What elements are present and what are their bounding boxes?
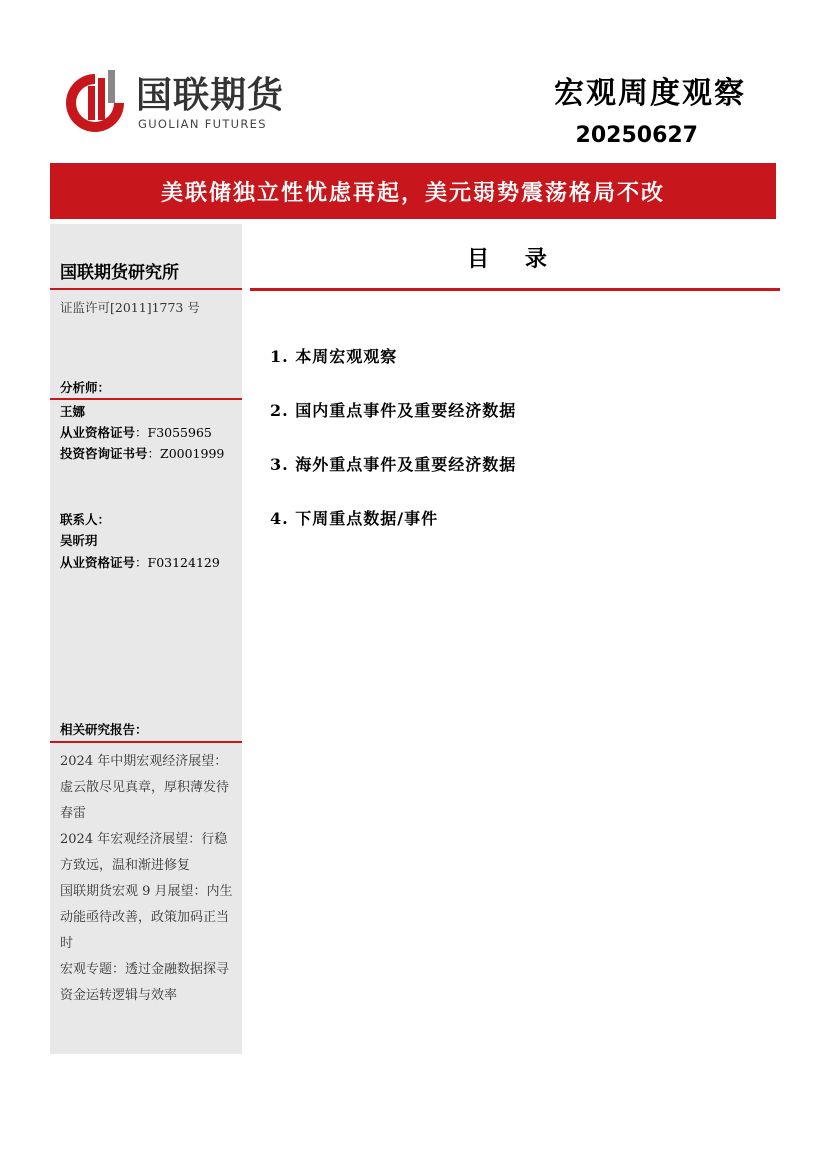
- company-logo: [62, 70, 322, 140]
- divider: [50, 288, 242, 290]
- toc-item-4[interactable]: 4. 下周重点数据/事件: [270, 509, 439, 528]
- related-report-item[interactable]: 国联期货宏观 9 月展望：内生动能亟待改善，政策加码正当时: [60, 884, 233, 951]
- toc-item-3[interactable]: 3. 海外重点事件及重要经济数据: [270, 455, 517, 474]
- contact-heading: 联系人：: [60, 512, 111, 527]
- headline-banner: [50, 163, 776, 219]
- analyst-heading: 分析师：: [60, 380, 111, 395]
- analyst-qualification: 从业资格证号：F3055965: [60, 425, 212, 440]
- institute-name: 国联期货研究所: [60, 263, 179, 283]
- logo-name-en: GUOLIAN FUTURES: [138, 117, 267, 131]
- guolian-logo-icon: [62, 70, 128, 136]
- logo-name: 国联期货: [136, 75, 285, 116]
- headline-text: 美联储独立性忧虑再起，美元弱势震荡格局不改: [160, 179, 665, 206]
- related-report-item[interactable]: 2024 年中期宏观经济展望：虚云散尽见真章，厚积薄发待春雷: [60, 754, 230, 821]
- sidebar: [50, 224, 242, 1054]
- toc-title: 目 录: [467, 246, 561, 272]
- divider: [50, 398, 242, 400]
- license-number: 证监许可[2011]1773 号: [60, 300, 200, 315]
- related-report-item[interactable]: 2024 年宏观经济展望：行稳方致远，温和渐进修复: [60, 832, 228, 873]
- report-title: 宏观周度观察: [554, 76, 746, 111]
- related-reports-heading: 相关研究报告：: [60, 722, 148, 737]
- contact-name: 吴昕玥: [60, 533, 98, 548]
- report-date: 20250627: [575, 123, 698, 148]
- toc-item-2[interactable]: 2. 国内重点事件及重要经济数据: [270, 401, 517, 420]
- analyst-name: 王娜: [60, 404, 86, 419]
- related-reports-list: [60, 749, 236, 1009]
- contact-qualification: 从业资格证号：F03124129: [60, 555, 220, 570]
- toc-divider: [250, 288, 780, 291]
- divider: [50, 741, 242, 743]
- related-report-item[interactable]: 宏观专题：透过金融数据探寻资金运转逻辑与效率: [60, 962, 230, 1003]
- analyst-investment-cert: 投资咨询证书号：Z0001999: [60, 446, 225, 461]
- toc-item-1[interactable]: 1. 本周宏观观察: [270, 347, 398, 366]
